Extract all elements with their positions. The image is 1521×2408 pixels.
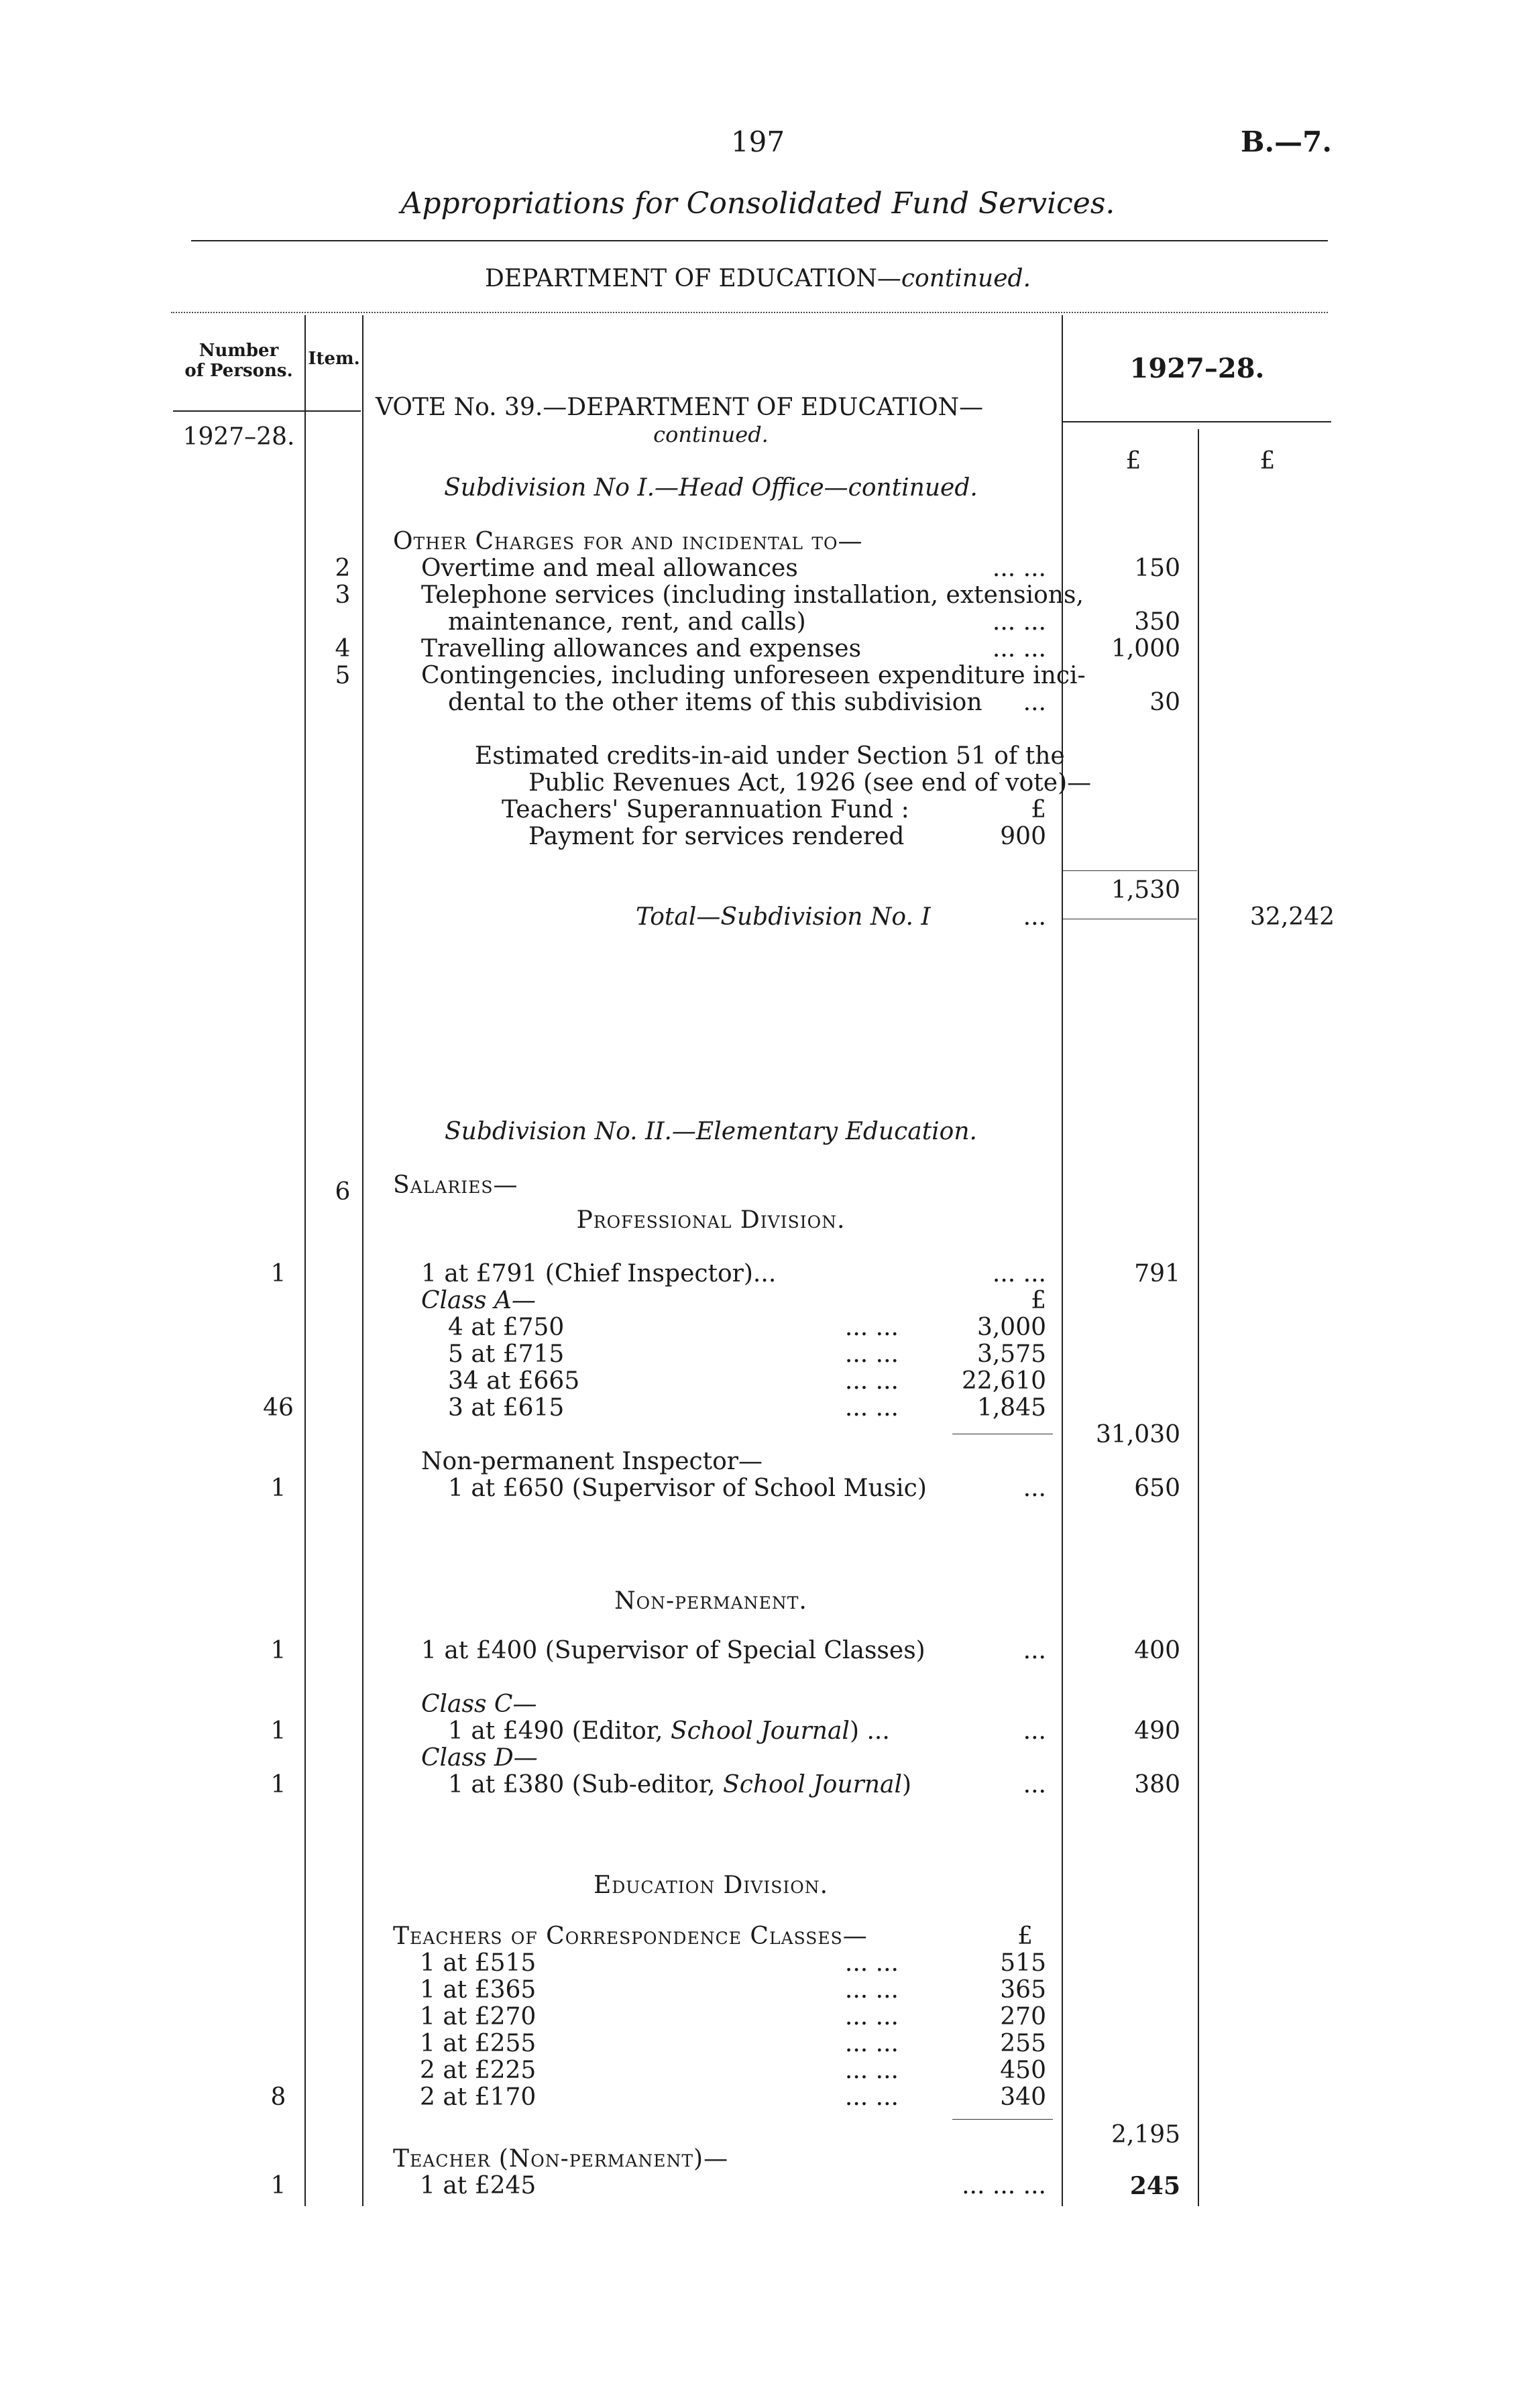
publication-name: School Journal bbox=[670, 1717, 850, 1745]
publication-name: School Journal bbox=[723, 1771, 903, 1798]
leader-dots: ... ... bbox=[844, 2030, 899, 2057]
credits-payment-amount: 900 bbox=[1000, 823, 1046, 850]
vote-title: VOTE No. 39.—DEPARTMENT OF EDUCATION— bbox=[376, 394, 984, 421]
charge-description: Contingencies, including unforeseen expenditure inci- bbox=[421, 662, 1086, 689]
col-divider-persons bbox=[304, 315, 306, 2206]
salary-line: 1 at £365 bbox=[420, 1976, 537, 2004]
persons-heading-line1: Number bbox=[199, 341, 279, 361]
salary-amount: 365 bbox=[1000, 1976, 1046, 2004]
leader-dots: ... ... bbox=[844, 1949, 899, 1977]
salary-amount: 400 bbox=[1134, 1637, 1180, 1664]
teachers-sum-rule bbox=[952, 2119, 1053, 2120]
credits-payment-label: Payment for services rendered bbox=[528, 823, 905, 850]
charge-description: Overtime and meal allowances bbox=[421, 555, 798, 582]
salary-amount: 1,845 bbox=[976, 1394, 1046, 1422]
salary-line: 5 at £715 bbox=[448, 1340, 565, 1368]
class-a-pound-symbol: £ bbox=[1031, 1287, 1046, 1314]
header-dotted-rule bbox=[171, 312, 1328, 313]
leader-dots: ... ... bbox=[992, 635, 1046, 663]
salary-line: 3 at £615 bbox=[448, 1394, 565, 1422]
leader-dots: ... ... bbox=[844, 1976, 899, 2004]
leader-dots: ... ... bbox=[844, 2083, 899, 2111]
leader-dots: ... ... bbox=[992, 555, 1046, 582]
item-number: 6 bbox=[335, 1178, 351, 1206]
charge-amount: 150 bbox=[1134, 555, 1180, 582]
persons-year: 1927–28. bbox=[182, 423, 295, 451]
class-c-heading: Class C— bbox=[421, 1690, 537, 1718]
salary-line bbox=[448, 1718, 890, 1745]
salary-line: 1 at £791 (Chief Inspector)... bbox=[421, 1260, 777, 1287]
salary-line-end: ) bbox=[902, 1771, 912, 1798]
salary-amount: 515 bbox=[1000, 1949, 1046, 1977]
charge-description: maintenance, rent, and calls) bbox=[448, 608, 806, 636]
charge-description: Telephone services (including installation, extensions, bbox=[421, 581, 1084, 609]
credits-pound-symbol: £ bbox=[1031, 796, 1046, 823]
subdivision-1-subtotal: 1,530 bbox=[1111, 876, 1180, 904]
title-rule bbox=[191, 240, 1328, 241]
item-number: 2 bbox=[335, 555, 351, 582]
col-divider-item bbox=[362, 315, 363, 2206]
vote-continued: continued. bbox=[653, 422, 769, 447]
class-d-heading: Class D— bbox=[421, 1744, 538, 1772]
page-number: 197 bbox=[730, 125, 785, 158]
charge-amount: 30 bbox=[1149, 689, 1180, 716]
persons-count: 1 bbox=[270, 1475, 286, 1502]
teachers-total: 2,195 bbox=[1111, 2121, 1180, 2148]
salary-line: 1 at £270 bbox=[420, 2003, 537, 2030]
teachers-heading: Teachers of Correspondence Classes— bbox=[393, 1923, 868, 1950]
leader-dots: ... bbox=[1023, 689, 1046, 716]
leader-dots: ... ... bbox=[992, 1260, 1046, 1287]
charge-amount: 350 bbox=[1134, 608, 1180, 636]
charge-description: Travelling allowances and expenses bbox=[421, 635, 862, 663]
leader-dots: ... ... bbox=[844, 1314, 899, 1341]
salary-amount: 22,610 bbox=[962, 1367, 1046, 1395]
salaries-heading: Salaries— bbox=[393, 1171, 518, 1199]
persons-count: 8 bbox=[270, 2083, 286, 2111]
item-number: 4 bbox=[335, 635, 351, 663]
salary-amount: 490 bbox=[1134, 1717, 1180, 1745]
salary-line: 34 at £665 bbox=[448, 1367, 580, 1395]
non-permanent-heading: Non-permanent. bbox=[614, 1587, 807, 1615]
leader-dots: ... ... bbox=[844, 2057, 899, 2084]
salary-line-text: 1 at £490 (Editor, bbox=[448, 1717, 663, 1745]
persons-heading bbox=[173, 341, 304, 381]
subdivision-1-title: Subdivision No I.—Head Office—continued. bbox=[444, 474, 978, 502]
salary-amount: 650 bbox=[1134, 1475, 1180, 1502]
salary-line: 2 at £170 bbox=[420, 2083, 537, 2111]
subdivision-1-total-label: Total—Subdivision No. I bbox=[636, 903, 931, 931]
charge-description: dental to the other items of this subdivision bbox=[448, 689, 982, 716]
subdivision-1-total: 32,242 bbox=[1250, 903, 1335, 931]
item-heading: Item. bbox=[308, 349, 360, 369]
salary-amount: 340 bbox=[1000, 2083, 1046, 2111]
salary-amount: 255 bbox=[1000, 2030, 1046, 2057]
leader-dots: ... ... bbox=[992, 608, 1046, 636]
leader-dots: ... bbox=[1023, 1475, 1046, 1502]
salary-line: 1 at £245 bbox=[420, 2172, 537, 2199]
salary-amount: 270 bbox=[1000, 2003, 1046, 2030]
pound-symbol-col1: £ bbox=[1125, 447, 1141, 475]
salary-amount: 3,000 bbox=[976, 1314, 1046, 1341]
department-name: DEPARTMENT OF EDUCATION— bbox=[484, 265, 901, 292]
department-heading bbox=[255, 266, 1261, 292]
item-heading-rule bbox=[306, 410, 361, 412]
subtotal-rule bbox=[1063, 870, 1197, 871]
class-a-heading: Class A— bbox=[421, 1287, 536, 1314]
pound-symbol-col2: £ bbox=[1259, 447, 1276, 475]
year-heading-rule bbox=[1063, 421, 1331, 422]
salary-line: 4 at £750 bbox=[448, 1314, 565, 1341]
salary-line: 2 at £225 bbox=[420, 2057, 537, 2084]
credits-fund-name: Teachers' Superannuation Fund : bbox=[502, 796, 909, 823]
item-number: 3 bbox=[335, 581, 351, 609]
salary-line: 1 at £650 (Supervisor of School Music) bbox=[448, 1475, 927, 1502]
persons-heading-rule bbox=[173, 410, 304, 412]
leader-dots: ... ... ... bbox=[962, 2172, 1046, 2199]
persons-count: 1 bbox=[270, 1260, 286, 1287]
salary-line: 1 at £255 bbox=[420, 2030, 537, 2057]
subdivision-2-title: Subdivision No. II.—Elementary Education. bbox=[445, 1118, 977, 1145]
leader-dots: ... ... bbox=[844, 2003, 899, 2030]
salary-amount: 791 bbox=[1134, 1260, 1180, 1287]
leader-dots: ... bbox=[1023, 1637, 1046, 1664]
leader-dots: ... bbox=[1023, 1717, 1046, 1745]
charge-amount: 1,000 bbox=[1111, 635, 1180, 663]
page-title: Appropriations for Consolidated Fund Services. bbox=[400, 186, 1115, 221]
department-continued: continued. bbox=[901, 265, 1031, 292]
persons-count: 1 bbox=[270, 1717, 286, 1745]
year-heading: 1927–28. bbox=[1129, 353, 1265, 384]
persons-count: 1 bbox=[270, 1771, 286, 1798]
class-a-total: 31,030 bbox=[1096, 1421, 1180, 1448]
salary-amount: 380 bbox=[1134, 1771, 1180, 1798]
leader-dots: ... ... bbox=[844, 1340, 899, 1368]
credits-line-2: Public Revenues Act, 1926 (see end of vote)— bbox=[528, 769, 1092, 797]
salary-amount: 450 bbox=[1000, 2057, 1046, 2084]
salary-line: 1 at £400 (Supervisor of Special Classes) bbox=[421, 1637, 925, 1664]
item-number: 5 bbox=[335, 662, 351, 689]
leader-dots: ... ... bbox=[844, 1367, 899, 1395]
document-reference: B.—7. bbox=[1241, 125, 1332, 158]
leader-dots: ... ... bbox=[844, 1394, 899, 1422]
salary-line bbox=[448, 1772, 911, 1798]
leader-dots: ... bbox=[1023, 1771, 1046, 1798]
col-divider-amount bbox=[1198, 429, 1199, 2206]
professional-division-heading: Professional Division. bbox=[576, 1206, 846, 1234]
leader-dots: ... bbox=[1023, 903, 1046, 931]
persons-count: 1 bbox=[270, 1637, 286, 1664]
teacher-non-permanent-heading: Teacher (Non-permanent)— bbox=[393, 2145, 729, 2173]
salary-line: 1 at £515 bbox=[420, 1949, 537, 1977]
non-permanent-inspector-heading: Non-permanent Inspector— bbox=[421, 1448, 763, 1475]
teachers-pound-symbol: £ bbox=[1017, 1923, 1033, 1950]
salary-amount: 3,575 bbox=[976, 1340, 1046, 1368]
education-division-heading: Education Division. bbox=[593, 1872, 829, 1899]
credits-line-1: Estimated credits-in-aid under Section 51 of the bbox=[475, 742, 1065, 770]
salary-line-text: 1 at £380 (Sub-editor, bbox=[448, 1771, 716, 1798]
persons-count: 46 bbox=[263, 1394, 294, 1422]
salary-line-end: ) ... bbox=[849, 1717, 890, 1745]
persons-heading-line2: of Persons. bbox=[184, 361, 293, 381]
other-charges-heading: Other Charges for and incidental to— bbox=[393, 528, 863, 555]
salary-amount: 245 bbox=[1129, 2172, 1180, 2200]
persons-count: 1 bbox=[270, 2172, 286, 2199]
